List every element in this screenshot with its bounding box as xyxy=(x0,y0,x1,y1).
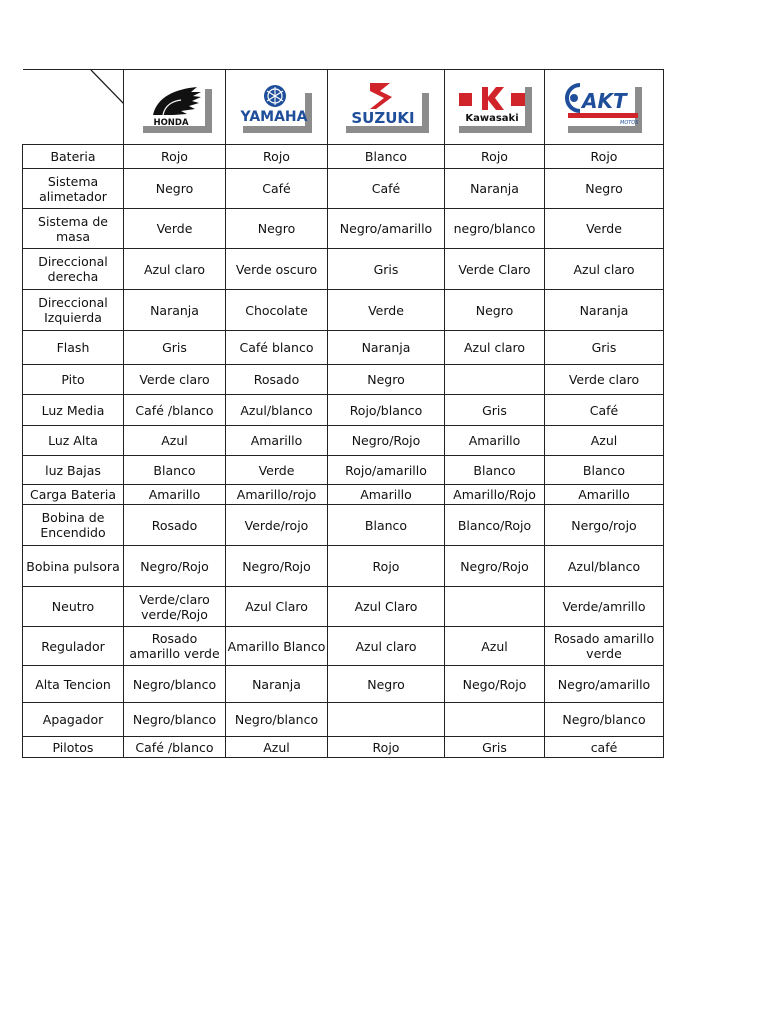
wire-color-cell: Café xyxy=(328,169,445,209)
row-label: Sistema alimetador xyxy=(23,169,124,209)
yamaha-logo xyxy=(237,79,317,135)
wire-color-cell: Azul claro xyxy=(124,249,226,290)
brand-honda xyxy=(124,70,226,145)
wire-color-cell: Verde xyxy=(545,209,664,249)
wire-color-cell: Negro xyxy=(545,169,664,209)
wire-color-cell: Azul claro xyxy=(445,331,545,365)
wire-color-cell: Blanco xyxy=(124,456,226,485)
wire-color-cell: Verde/claro verde/Rojo xyxy=(124,587,226,627)
row-label: Pito xyxy=(23,365,124,395)
corner-cell xyxy=(23,70,124,145)
wire-color-cell: Negro/Rojo xyxy=(124,546,226,587)
row-label: Sistema de masa xyxy=(23,209,124,249)
row-label: Alta Tencion xyxy=(23,666,124,703)
table-row xyxy=(23,395,664,426)
table-row xyxy=(23,290,664,331)
row-label: Bateria xyxy=(23,145,124,169)
wire-color-cell: Negro xyxy=(328,365,445,395)
svg-text:AKT: AKT xyxy=(582,89,627,113)
wire-color-cell: Azul/blanco xyxy=(545,546,664,587)
wire-color-cell: Rosado xyxy=(226,365,328,395)
wire-color-cell: Verde Claro xyxy=(445,249,545,290)
row-label: Luz Media xyxy=(23,395,124,426)
wire-color-cell: Naranja xyxy=(445,169,545,209)
table-row xyxy=(23,703,664,737)
wire-color-cell: Rojo xyxy=(445,145,545,169)
wire-color-cell: Naranja xyxy=(226,666,328,703)
table-row xyxy=(23,331,664,365)
wire-color-cell: Negro xyxy=(226,209,328,249)
wire-color-cell: Café xyxy=(545,395,664,426)
table-row xyxy=(23,737,664,758)
honda-logo xyxy=(135,79,215,135)
wire-color-cell xyxy=(328,703,445,737)
wire-color-cell: Amarillo/rojo xyxy=(226,485,328,505)
wire-color-cell: Negro/blanco xyxy=(226,703,328,737)
wire-color-cell: Amarillo xyxy=(545,485,664,505)
wire-color-cell: Amarillo xyxy=(124,485,226,505)
wire-color-cell: Verde xyxy=(328,290,445,331)
wire-color-cell: Verde claro xyxy=(545,365,664,395)
table-row xyxy=(23,627,664,666)
wire-color-cell: Azul Claro xyxy=(328,587,445,627)
wire-color-cell: Negro xyxy=(445,290,545,331)
wire-color-cell: Gris xyxy=(545,331,664,365)
wire-color-cell: Verde claro xyxy=(124,365,226,395)
wire-color-cell: Naranja xyxy=(328,331,445,365)
wire-color-cell: Rojo xyxy=(328,546,445,587)
wire-color-cell: Negro/amarillo xyxy=(545,666,664,703)
wire-color-cell: Blanco xyxy=(445,456,545,485)
wire-color-cell: Negro/blanco xyxy=(124,703,226,737)
wire-color-cell: Amarillo xyxy=(226,426,328,456)
wire-color-cell: Nego/Rojo xyxy=(445,666,545,703)
row-label: Carga Bateria xyxy=(23,485,124,505)
table-row xyxy=(23,145,664,169)
wire-color-cell: Negro/Rojo xyxy=(226,546,328,587)
wire-color-table xyxy=(22,69,664,758)
wire-color-cell: negro/blanco xyxy=(445,209,545,249)
table-row xyxy=(23,249,664,290)
wire-color-cell: Negro/Rojo xyxy=(328,426,445,456)
wire-color-cell: Rosado amarillo verde xyxy=(545,627,664,666)
wire-color-cell: Rosado amarillo verde xyxy=(124,627,226,666)
wire-color-cell: Negro/blanco xyxy=(124,666,226,703)
wire-color-cell: Café /blanco xyxy=(124,395,226,426)
wire-color-cell: Azul claro xyxy=(328,627,445,666)
wire-color-cell: Rojo/blanco xyxy=(328,395,445,426)
table-row xyxy=(23,169,664,209)
wire-color-cell: Azul claro xyxy=(545,249,664,290)
wire-color-cell: Negro/blanco xyxy=(545,703,664,737)
row-label: Neutro xyxy=(23,587,124,627)
row-label: Bobina de Encendido xyxy=(23,505,124,546)
table-row xyxy=(23,456,664,485)
wire-color-cell: Azul Claro xyxy=(226,587,328,627)
wire-color-cell: Verde oscuro xyxy=(226,249,328,290)
row-label: Direccional derecha xyxy=(23,249,124,290)
wire-color-cell: Rosado xyxy=(124,505,226,546)
wire-color-cell: Blanco xyxy=(328,145,445,169)
wire-color-cell: Gris xyxy=(124,331,226,365)
wire-color-cell: Café xyxy=(226,169,328,209)
wire-color-cell: Blanco/Rojo xyxy=(445,505,545,546)
wire-color-cell xyxy=(445,703,545,737)
table-row xyxy=(23,587,664,627)
suzuki-logo xyxy=(340,79,432,135)
table-row xyxy=(23,505,664,546)
brand-suzuki xyxy=(328,70,445,145)
wire-color-cell: Amarillo/Rojo xyxy=(445,485,545,505)
wire-color-cell: café xyxy=(545,737,664,758)
wire-color-cell: Azul/blanco xyxy=(226,395,328,426)
svg-text:SUZUKI: SUZUKI xyxy=(351,109,415,127)
wire-color-cell: Naranja xyxy=(545,290,664,331)
wire-color-cell: Café blanco xyxy=(226,331,328,365)
akt-logo xyxy=(564,79,644,135)
wire-color-cell: Azul xyxy=(124,426,226,456)
wire-color-cell: Nergo/rojo xyxy=(545,505,664,546)
wire-color-cell: Naranja xyxy=(124,290,226,331)
wire-color-cell: Gris xyxy=(445,395,545,426)
table-row xyxy=(23,365,664,395)
table-row xyxy=(23,546,664,587)
brand-akt xyxy=(545,70,664,145)
wire-color-cell: Azul xyxy=(226,737,328,758)
row-label: Regulador xyxy=(23,627,124,666)
kawasaki-logo xyxy=(455,79,535,135)
wire-color-cell: Blanco xyxy=(545,456,664,485)
table-body xyxy=(23,145,664,758)
row-label: Bobina pulsora xyxy=(23,546,124,587)
svg-text:YAMAHA: YAMAHA xyxy=(240,109,307,125)
wire-color-cell: Negro/amarillo xyxy=(328,209,445,249)
row-label: Apagador xyxy=(23,703,124,737)
row-label: Direccional Izquierda xyxy=(23,290,124,331)
table-row xyxy=(23,209,664,249)
wire-color-cell: Rojo xyxy=(545,145,664,169)
wire-color-cell: Café /blanco xyxy=(124,737,226,758)
wire-color-cell: Rojo xyxy=(226,145,328,169)
wire-color-cell xyxy=(445,587,545,627)
wire-color-cell: Verde xyxy=(226,456,328,485)
brand-kawasaki xyxy=(445,70,545,145)
wire-color-cell: Azul xyxy=(445,627,545,666)
brand-header-row xyxy=(23,70,664,145)
wire-color-cell: Amarillo xyxy=(445,426,545,456)
wire-color-cell: Rojo xyxy=(124,145,226,169)
svg-text:HONDA: HONDA xyxy=(152,118,189,128)
row-label: Luz Alta xyxy=(23,426,124,456)
wire-color-cell: Rojo xyxy=(328,737,445,758)
table-row xyxy=(23,426,664,456)
wire-color-cell: Negro xyxy=(124,169,226,209)
wire-color-cell: Azul xyxy=(545,426,664,456)
row-label: Flash xyxy=(23,331,124,365)
wire-color-cell: Amarillo xyxy=(328,485,445,505)
wire-color-cell: Verde xyxy=(124,209,226,249)
row-label: luz Bajas xyxy=(23,456,124,485)
wire-color-cell: Blanco xyxy=(328,505,445,546)
row-label: Pilotos xyxy=(23,737,124,758)
table-row xyxy=(23,485,664,505)
wire-color-cell: Amarillo Blanco xyxy=(226,627,328,666)
table-row xyxy=(23,666,664,703)
wire-color-cell: Chocolate xyxy=(226,290,328,331)
wire-color-cell: Negro xyxy=(328,666,445,703)
wire-color-cell: Verde/rojo xyxy=(226,505,328,546)
svg-text:Kawasaki: Kawasaki xyxy=(464,113,519,124)
svg-text:MOTOS: MOTOS xyxy=(620,120,639,126)
wire-color-cell: Gris xyxy=(328,249,445,290)
brand-yamaha xyxy=(226,70,328,145)
wire-color-cell: Negro/Rojo xyxy=(445,546,545,587)
diagonal-divider xyxy=(23,70,124,144)
wire-color-cell: Verde/amrillo xyxy=(545,587,664,627)
wire-color-cell: Gris xyxy=(445,737,545,758)
wire-color-cell xyxy=(445,365,545,395)
wire-color-cell: Rojo/amarillo xyxy=(328,456,445,485)
